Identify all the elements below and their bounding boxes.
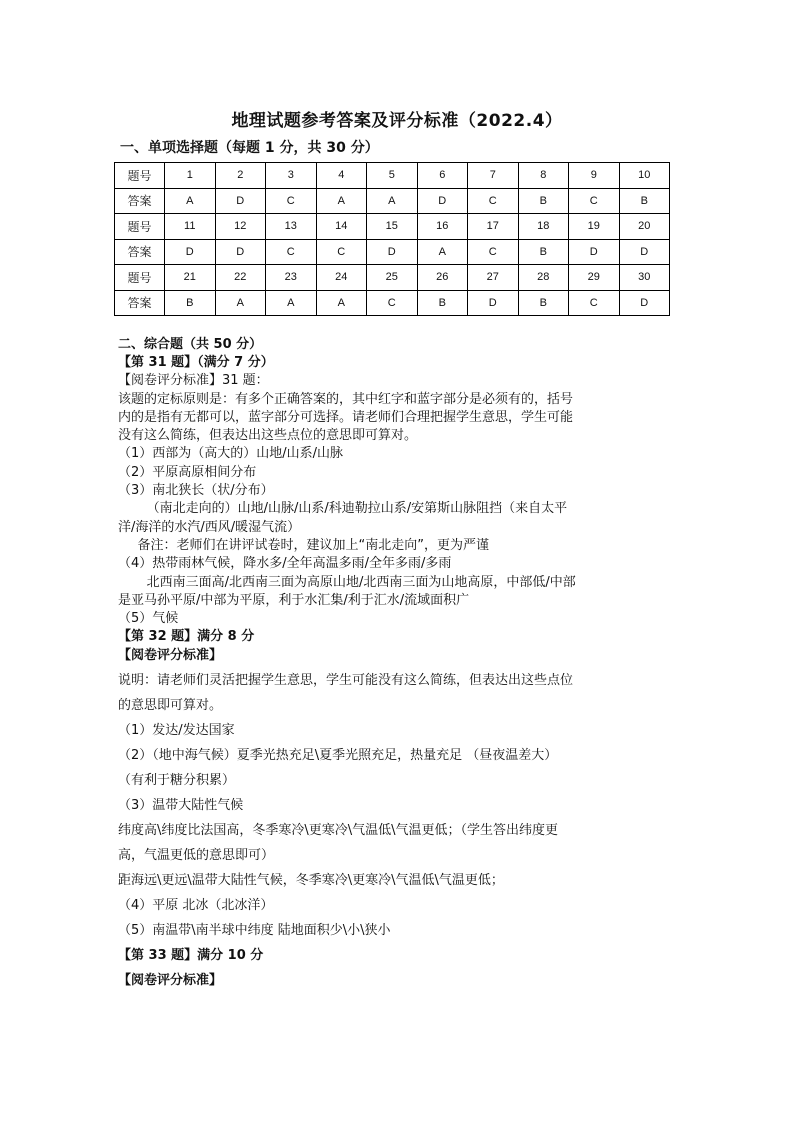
question-number-cell: 26 (417, 265, 468, 291)
section2-heading: 二、综合题（共 50 分） (118, 337, 263, 352)
q32-answer-2-detail: （有利于糖分积累） (118, 773, 236, 789)
answer-cell: C (569, 290, 620, 316)
answer-cell: D (215, 188, 266, 214)
q32-head: 【第 32 题】满分 8 分 (118, 629, 255, 645)
question-number-cell: 20 (619, 214, 670, 240)
table-row (115, 265, 670, 291)
question-number-cell: 6 (417, 163, 468, 189)
q32-answer-1: （1）发达/发达国家 (118, 723, 235, 739)
question-number-cell: 4 (316, 163, 367, 189)
question-number-cell: 12 (215, 214, 266, 240)
page-title: 地理试题参考答案及评分标准（2022.4） (231, 111, 563, 131)
q31-head: 【第 31 题】（满分 7 分） (118, 355, 274, 370)
question-number-cell: 9 (569, 163, 620, 189)
question-number-cell: 5 (367, 163, 418, 189)
q32-block (118, 668, 678, 993)
q31-note: 内的是指有无都可以，蓝字部分可选择。请老师们合理把握学生意思，学生可能 (118, 409, 574, 425)
row-label: 题号 (115, 214, 165, 240)
table-row (115, 214, 670, 240)
answer-cell: A (316, 188, 367, 214)
answer-cell: B (518, 188, 569, 214)
question-number-cell: 1 (165, 163, 216, 189)
answer-cell: B (165, 290, 216, 316)
answer-cell: D (619, 290, 670, 316)
question-number-cell: 13 (266, 214, 317, 240)
q31-answer-2: （2）平原高原相间分布 (118, 464, 257, 480)
answer-cell: C (468, 239, 519, 265)
answer-cell: D (367, 239, 418, 265)
answer-cell: D (619, 239, 670, 265)
q31-answer-5: （5）气候 (118, 611, 179, 627)
answer-cell: A (165, 188, 216, 214)
section2 (118, 336, 678, 993)
answer-cell: B (619, 188, 670, 214)
q33-head: 【第 33 题】满分 10 分 (118, 948, 264, 964)
answer-cell: D (468, 290, 519, 316)
answer-cell: A (367, 188, 418, 214)
answer-cell: A (215, 290, 266, 316)
question-number-cell: 29 (569, 265, 620, 291)
q31-criteria-head: 【阅卷评分标准】31 题： (118, 373, 269, 389)
question-number-cell: 2 (215, 163, 266, 189)
question-number-cell: 18 (518, 214, 569, 240)
q31-answer-3-detail: 洋/海洋的水汽/西风/暖湿气流） (118, 519, 301, 535)
q32-criteria-head: 【阅卷评分标准】 (118, 647, 223, 663)
answer-cell: A (417, 239, 468, 265)
answer-cell: C (569, 188, 620, 214)
row-label: 题号 (115, 163, 165, 189)
q31-note: 该题的定标原则是：有多个正确答案的，其中红字和蓝字部分是必须有的，括号 (118, 391, 574, 407)
q31-block (118, 354, 678, 665)
question-number-cell: 3 (266, 163, 317, 189)
question-number-cell: 19 (569, 214, 620, 240)
table-row (115, 239, 670, 265)
answer-cell: B (518, 239, 569, 265)
answer-cell: C (266, 239, 317, 265)
answer-cell: A (266, 290, 317, 316)
row-label: 题号 (115, 265, 165, 291)
answer-cell: C (316, 239, 367, 265)
q32-note: 说明：请老师们灵活把握学生意思，学生可能没有这么简练，但表达出这些点位 (118, 673, 574, 689)
answer-table (114, 162, 670, 316)
question-number-cell: 17 (468, 214, 519, 240)
question-number-cell: 16 (417, 214, 468, 240)
question-number-cell: 7 (468, 163, 519, 189)
answer-cell: A (316, 290, 367, 316)
q32-note: 的意思即可算对。 (118, 698, 223, 714)
answer-cell: C (468, 188, 519, 214)
answer-cell: D (165, 239, 216, 265)
question-number-cell: 8 (518, 163, 569, 189)
q32-answer-3-detail: 高，气温更低的意思即可） (118, 848, 275, 864)
q31-answer-4-detail: 是亚马孙平原/中部为平原，利于水汇集/利于汇水/流域面积广 (118, 592, 470, 608)
question-number-cell: 25 (367, 265, 418, 291)
question-number-cell: 27 (468, 265, 519, 291)
table-row (115, 163, 670, 189)
q32-answer-2: （2）（地中海气候）夏季光热充足\夏季光照充足，热量充足 （昼夜温差大） (118, 748, 558, 764)
answer-cell: B (417, 290, 468, 316)
question-number-cell: 11 (165, 214, 216, 240)
question-number-cell: 14 (316, 214, 367, 240)
q31-answer-3-detail: （南北走向的）山地/山脉/山系/科迪勒拉山系/安第斯山脉阻挡（来自太平 (146, 501, 568, 517)
answer-cell: D (215, 239, 266, 265)
question-number-cell: 15 (367, 214, 418, 240)
answer-cell: C (266, 188, 317, 214)
question-number-cell: 21 (165, 265, 216, 291)
q31-note: 没有这么简练，但表达出这些点位的意思即可算对。 (118, 428, 418, 444)
row-label: 答案 (115, 188, 165, 214)
q31-answer-4: （4）热带雨林气候，降水多/全年高温多雨/全年多雨/多雨 (118, 556, 452, 572)
q32-answer-3: （3）温带大陆性气候 (118, 798, 244, 814)
question-number-cell: 10 (619, 163, 670, 189)
table-row (115, 290, 670, 316)
answer-cell: B (518, 290, 569, 316)
section1-heading: 一、单项选择题（每题 1 分，共 30 分） (120, 140, 379, 156)
question-number-cell: 22 (215, 265, 266, 291)
answer-cell: D (569, 239, 620, 265)
q32-answer-5: （5）南温带\南半球中纬度 陆地面积少\小\狭小 (118, 923, 391, 939)
question-number-cell: 24 (316, 265, 367, 291)
question-number-cell: 30 (619, 265, 670, 291)
question-number-cell: 23 (266, 265, 317, 291)
q31-answer-3: （3）南北狭长（状/分布） (118, 483, 274, 499)
q31-answer-1: （1）西部为（高大的）山地/山系/山脉 (118, 446, 344, 462)
row-label: 答案 (115, 290, 165, 316)
q32-answer-3-detail: 纬度高\纬度比法国高，冬季寒冷\更寒冷\气温低\气温更低；（学生答出纬度更 (118, 823, 559, 839)
q32-answer-4: （4）平原 北冰（北冰洋） (118, 898, 274, 914)
row-label: 答案 (115, 239, 165, 265)
q31-answer-4-detail: 北西南三面高/北西南三面为高原山地/北西南三面为山地高原，中部低/中部 (146, 574, 576, 590)
question-number-cell: 28 (518, 265, 569, 291)
table-row (115, 188, 670, 214)
q32-answer-3-detail: 距海远\更远\温带大陆性气候，冬季寒冷\更寒冷\气温低\气温更低； (118, 873, 504, 889)
q33-criteria-head: 【阅卷评分标准】 (118, 973, 223, 989)
answer-cell: C (367, 290, 418, 316)
answer-cell: D (417, 188, 468, 214)
q31-remark: 备注：老师们在讲评试卷时，建议加上“南北走向”，更为严谨 (137, 537, 489, 553)
